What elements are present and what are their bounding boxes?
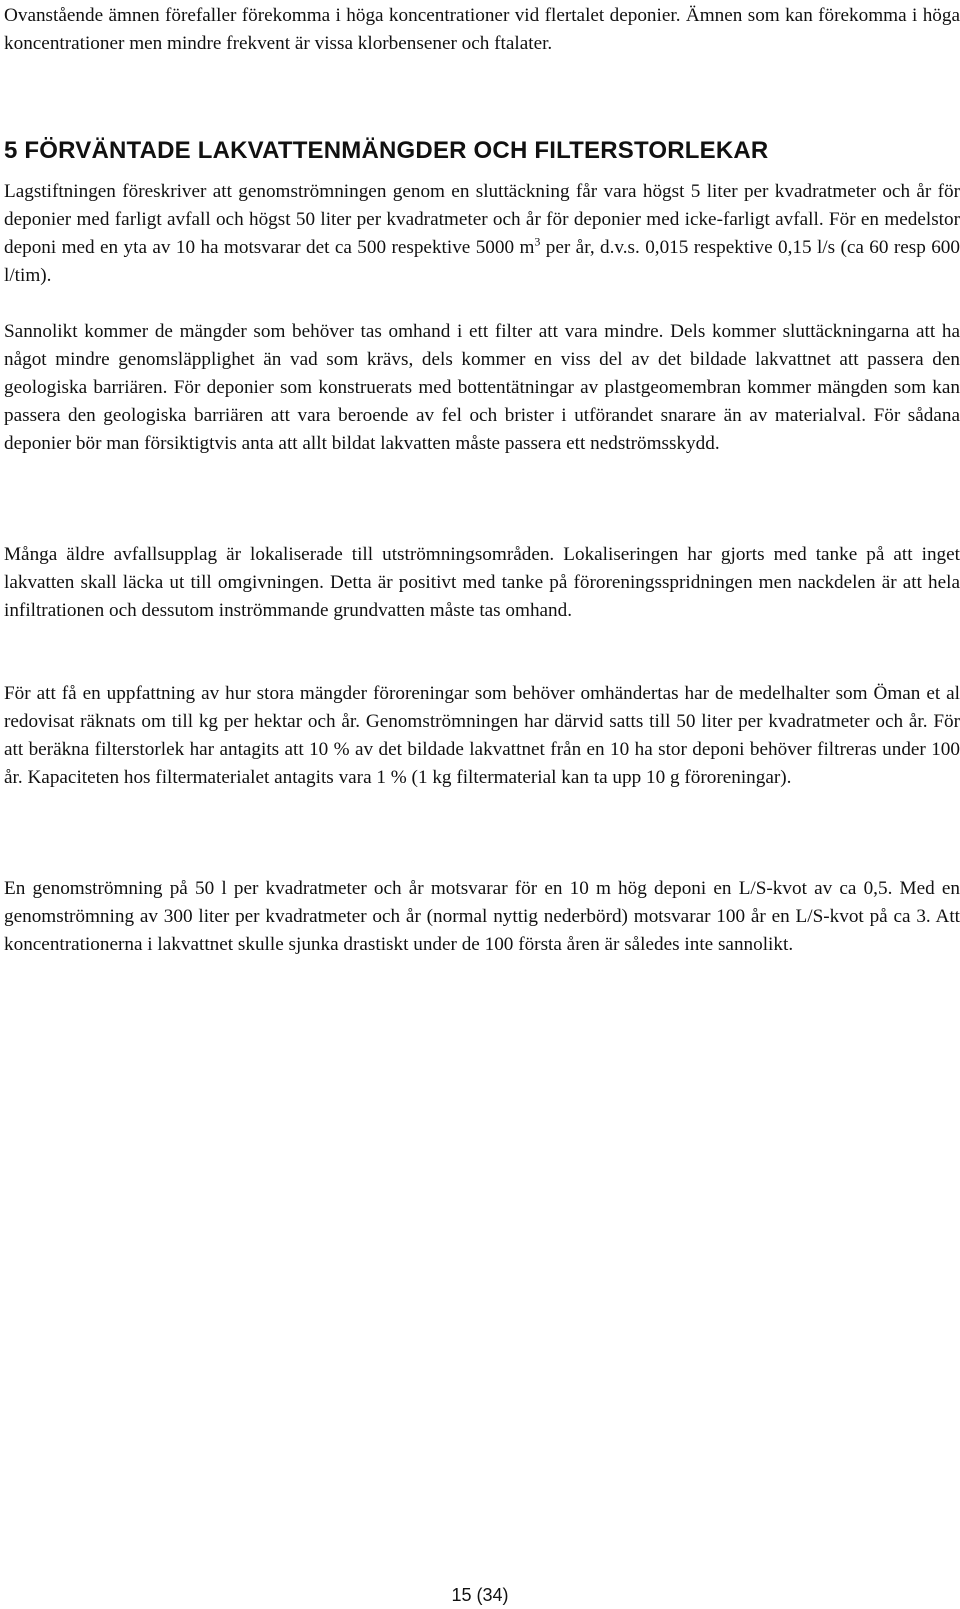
- paragraph-1: [4, 178, 960, 290]
- paragraph-5: En genomströmning på 50 l per kvadratmeter och år motsvarar för en 10 m hög deponi en L/S-kvot av ca 0,5. Med en genomströmning av 300 liter per kvadratmeter och år (normal nyttig nederbörd) motsvarar 100 år en L/S-kvot på ca 3. Att koncentrationerna i lakvattnet skulle sjunka drastiskt under de 100 första åren är således inte sannolikt.: [4, 878, 960, 955]
- section-heading: 5 FÖRVÄNTADE LAKVATTENMÄNGDER OCH FILTERSTORLEKAR: [4, 137, 769, 164]
- paragraph-2: Sannolikt kommer de mängder som behöver tas omhand i ett filter att vara mindre. Dels kommer sluttäckningarna att ha något mindre genomsläpplighet än vad som krävs, dels kommer en viss del av det bildade lakvattnet att passera den geologiska barriären. För deponier som konstruerats med bottentätningar av plastgeomembran kommer mängden som kan passera den geologiska barriären att vara beroende av fel och brister i utförandet snarare än av materialval. För sådana deponier bör man försiktigtvis anta att allt bildat lakvatten måste passera ett nedströmsskydd.: [4, 321, 960, 454]
- superscript-3: 3: [534, 234, 541, 249]
- intro-paragraph: Ovanstående ämnen förefaller förekomma i höga koncentrationer vid flertalet deponier. Ämnen som kan förekomma i höga koncentrationer men mindre frekvent är vissa klorbensener och ftalater.: [4, 5, 960, 54]
- paragraph-3: Många äldre avfallsupplag är lokaliserade till utströmningsområden. Lokaliseringen har gjorts med tanke på att inget lakvatten skall läcka ut till omgivningen. Detta är positivt med tanke på föroreningsspridningen men nackdelen är att hela infiltrationen och dessutom inströmmande grundvatten måste tas omhand.: [4, 544, 960, 621]
- paragraph-4: För att få en uppfattning av hur stora mängder föroreningar som behöver omhändertas har de medelhalter som Öman et al redovisat räknats om till kg per hektar och år. Genomströmningen har därvid satts till 50 liter per kvadratmeter och år. För att beräkna filterstorlek har antagits att 10 % av det bildade lakvattnet från en 10 ha stor deponi behöver filtreras under 100 år. Kapaciteten hos filtermaterialet antagits vara 1 % (1 kg filtermaterial kan ta upp 10 g föroreningar).: [4, 683, 960, 788]
- page-number: 15 (34): [451, 1585, 509, 1605]
- paragraph-1-text: Lagstiftningen föreskriver att genomströmningen genom en sluttäckning får vara högst 5 liter per kvadratmeter och år för deponier med farligt avfall och högst 50 liter per kvadratmeter och år för deponier med icke-farligt avfall. För en medelstor deponi med en yta av 10 ha motsvarar det ca 500 respektive 5000 m: [4, 181, 960, 258]
- paragraph-1-text-end: per år, d.v.s. 0,015 respektive 0,15 l/s (ca 60 resp 600 l/tim).: [4, 237, 960, 286]
